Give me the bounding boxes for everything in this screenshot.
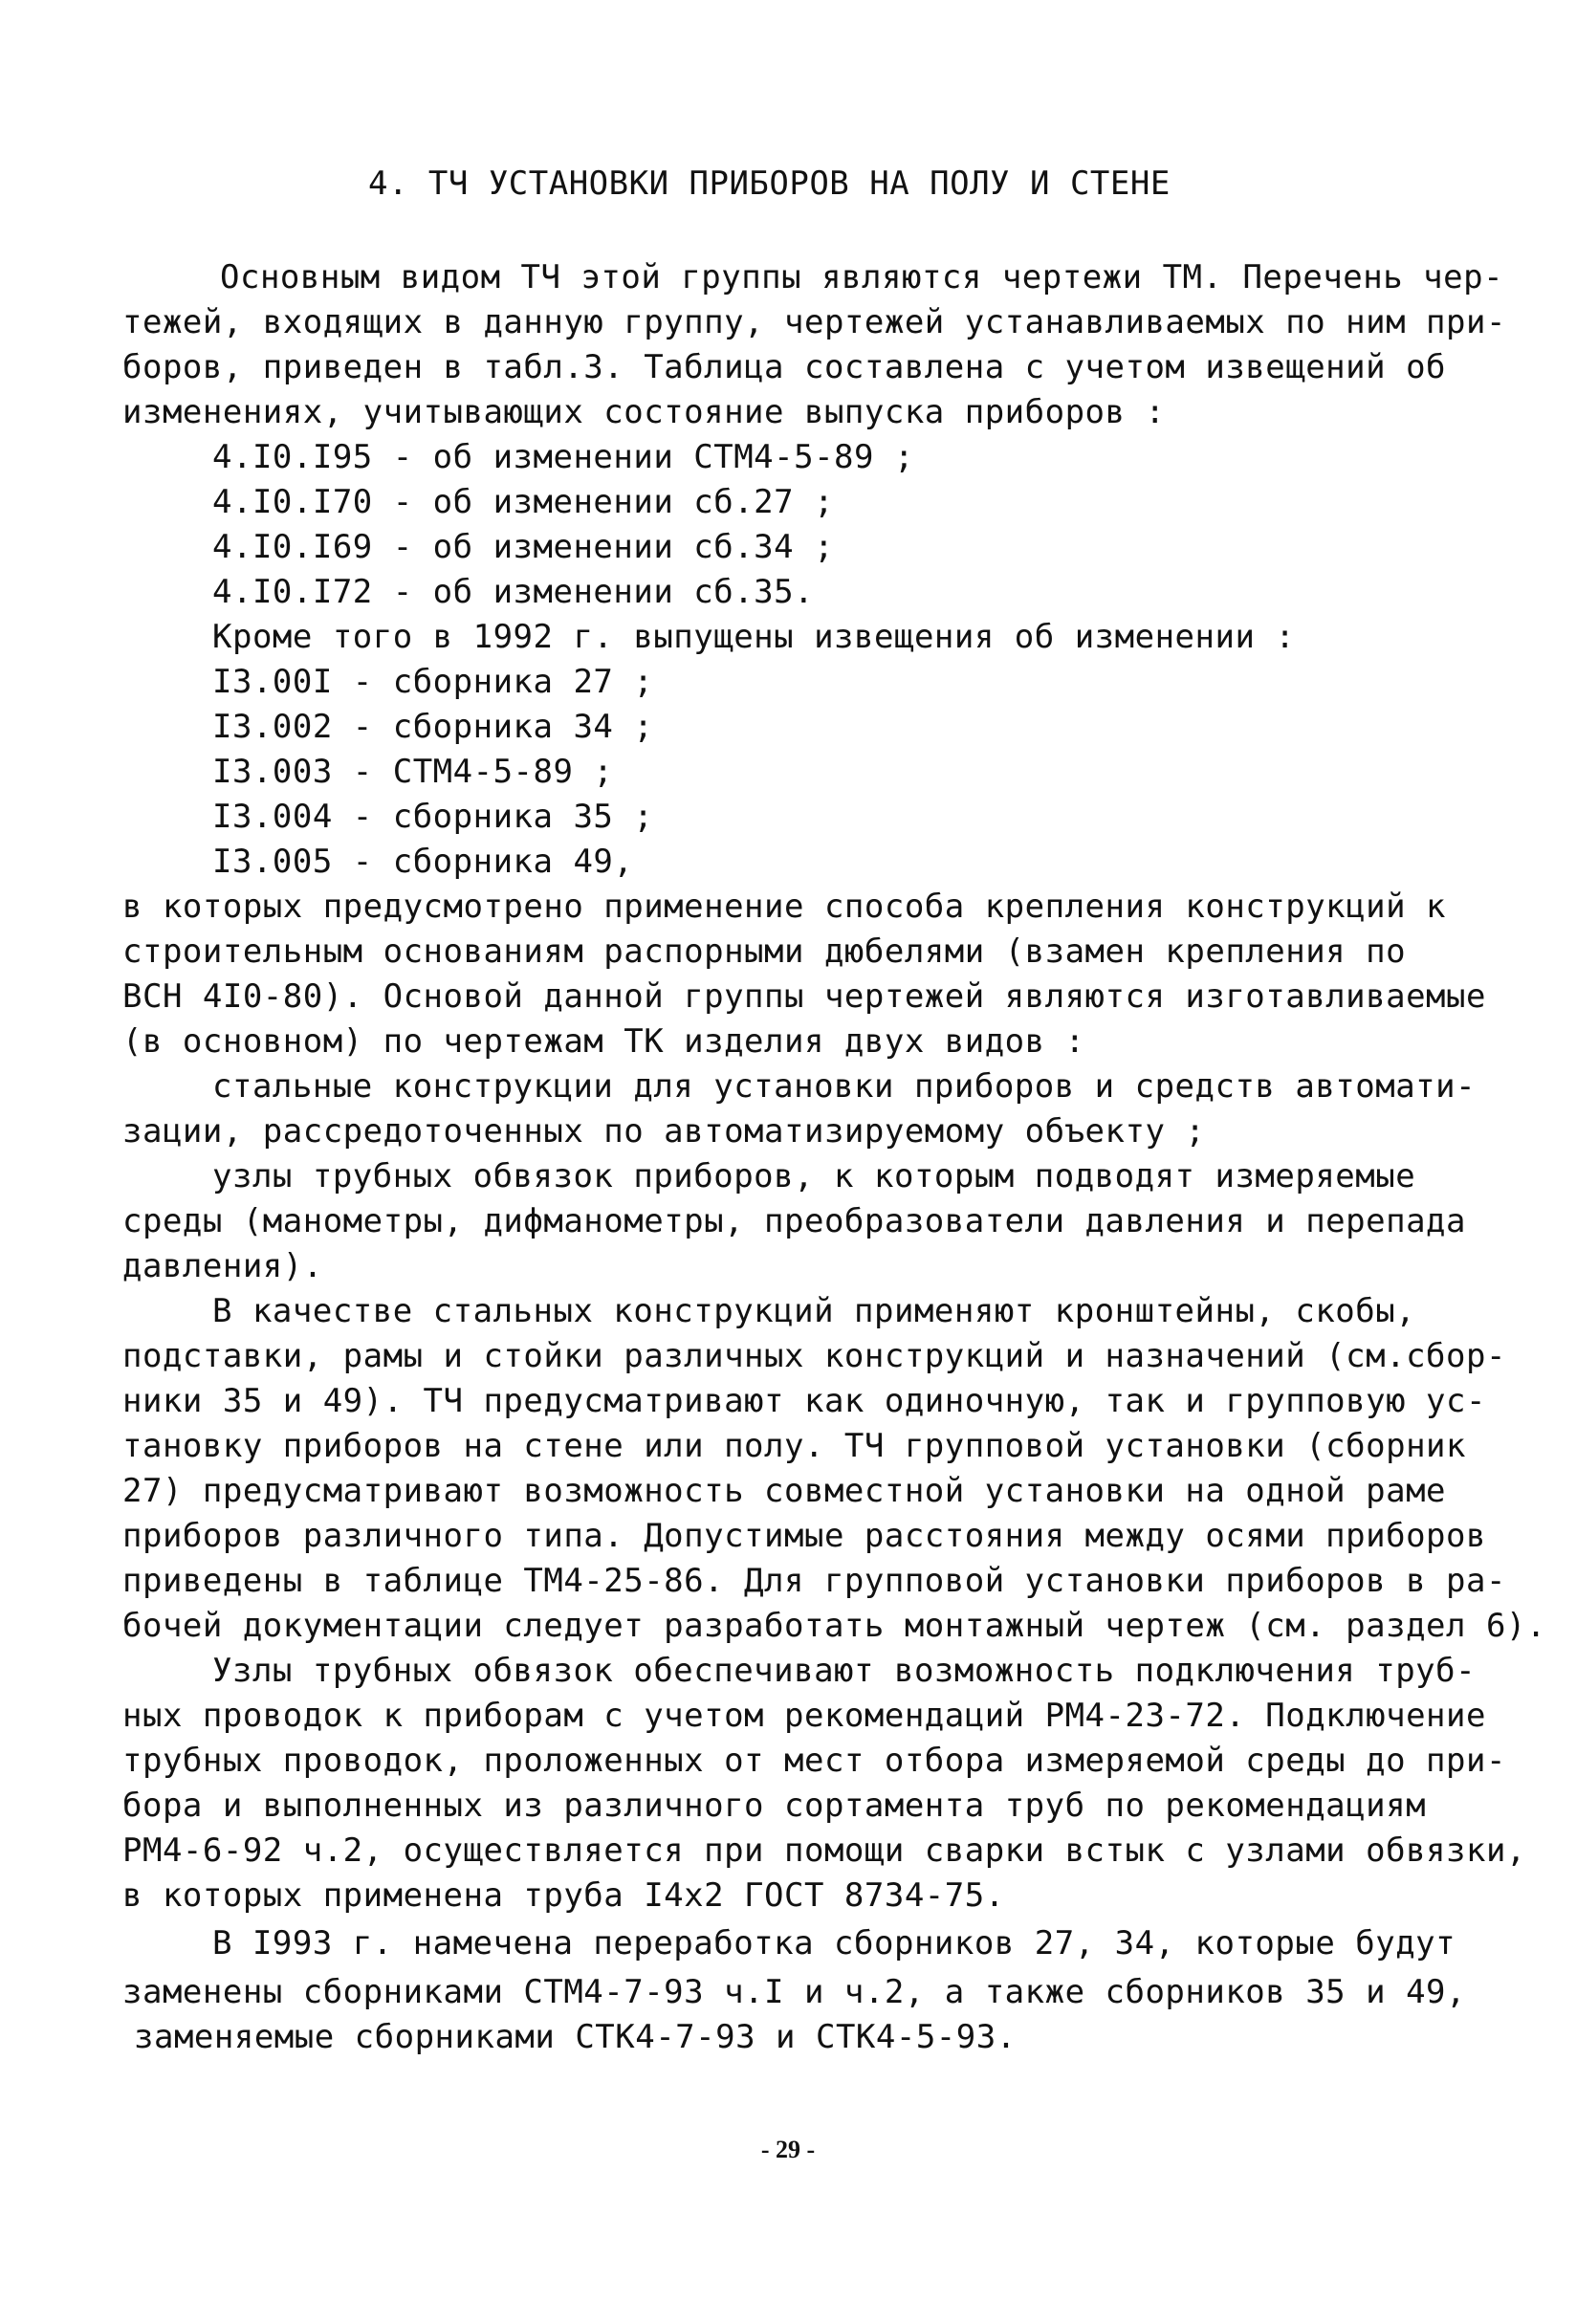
- text-line: I3.00I - сборника 27 ;: [212, 663, 654, 701]
- text-line: заменяемые сборниками СТК4-7-93 и СТК4-5-93.: [134, 2018, 1017, 2056]
- text-line: (в основном) по чертежам ТК изделия двух видов :: [122, 1022, 1085, 1061]
- text-line: В I993 г. намечена переработка сборников 27, 34, которые будут: [212, 1924, 1456, 1962]
- text-line: боров, приведен в табл.3. Таблица составлена с учетом извещений об: [122, 348, 1447, 386]
- text-line: 27) предусматривают возможность совместной установки на одной раме: [122, 1472, 1447, 1510]
- text-line: давления).: [122, 1247, 323, 1285]
- text-line: ВСН 4I0-80). Основой данной группы чертежей являются изготавливаемые: [122, 977, 1486, 1016]
- text-line: тановку приборов на стене или полу. ТЧ групповой установки (сборник: [122, 1427, 1466, 1465]
- text-line: Узлы трубных обвязок обеспечивают возможность подключения труб-: [212, 1652, 1477, 1690]
- text-line: приведены в таблице ТМ4-25-86. Для групповой установки приборов в ра-: [122, 1562, 1506, 1600]
- text-line: стальные конструкции для установки приборов и средств автомати-: [212, 1067, 1477, 1106]
- text-line: РМ4-6-92 ч.2, осуществляется при помощи сварки встык с узлами обвязки,: [122, 1831, 1526, 1870]
- text-line: бора и выполненных из различного сортамента труб по рекомендациям: [122, 1787, 1427, 1825]
- text-line: строительным основаниям распорными дюбелями (взамен крепления по: [122, 932, 1407, 971]
- text-line: приборов различного типа. Допустимые расстояния между осями приборов: [122, 1517, 1486, 1555]
- text-line: Кроме того в 1992 г. выпущены извещения об изменении :: [212, 618, 1296, 656]
- text-line: узлы трубных обвязок приборов, к которым подводят измеряемые: [212, 1157, 1416, 1195]
- text-line: 4.I0.I69 - об изменении сб.34 ;: [212, 528, 835, 566]
- text-line: изменениях, учитывающих состояние выпуска приборов :: [122, 393, 1166, 431]
- text-line: подставки, рамы и стойки различных конструкций и назначений (см.сбор-: [122, 1337, 1506, 1375]
- page-number: - 29 -: [760, 2136, 816, 2163]
- section-title: 4. ТЧ УСТАНОВКИ ПРИБОРОВ НА ПОЛУ И СТЕНЕ: [368, 164, 1171, 203]
- text-line: в которых предусмотрено применение способа крепления конструкций к: [122, 888, 1447, 926]
- text-line: бочей документации следует разработать монтажный чертеж (см. раздел 6).: [122, 1607, 1546, 1645]
- text-line: 4.I0.I70 - об изменении сб.27 ;: [212, 483, 835, 521]
- text-line: I3.002 - сборника 34 ;: [212, 708, 654, 746]
- text-line: трубных проводок, проложенных от мест отбора измеряемой среды до при-: [122, 1742, 1506, 1780]
- text-line: 4.I0.I95 - об изменении СТМ4-5-89 ;: [212, 438, 914, 476]
- text-line: ных проводок к приборам с учетом рекомендаций РМ4-23-72. Подключение: [122, 1697, 1486, 1735]
- text-line: в которых применена труба I4х2 ГОСТ 8734-75.: [122, 1876, 1005, 1915]
- text-line: зации, рассредоточенных по автоматизируемому объекту ;: [122, 1112, 1206, 1151]
- text-line: Основным видом ТЧ этой группы являются чертежи ТМ. Перечень чер-: [220, 258, 1504, 296]
- text-line: среды (манометры, дифманометры, преобразователи давления и перепада: [122, 1202, 1466, 1240]
- text-line: I3.004 - сборника 35 ;: [212, 798, 654, 836]
- text-line: В качестве стальных конструкций применяют кронштейны, скобы,: [212, 1292, 1416, 1330]
- text-line: ники 35 и 49). ТЧ предусматривают как одиночную, так и групповую ус-: [122, 1382, 1486, 1420]
- text-line: I3.003 - СТМ4-5-89 ;: [212, 753, 614, 791]
- text-line: заменены сборниками СТМ4-7-93 ч.I и ч.2, а также сборников 35 и 49,: [122, 1973, 1466, 2011]
- text-line: I3.005 - сборника 49,: [212, 843, 634, 881]
- text-line: 4.I0.I72 - об изменении сб.35.: [212, 573, 815, 611]
- text-line: тежей, входящих в данную группу, чертежей устанавливаемых по ним при-: [122, 303, 1506, 341]
